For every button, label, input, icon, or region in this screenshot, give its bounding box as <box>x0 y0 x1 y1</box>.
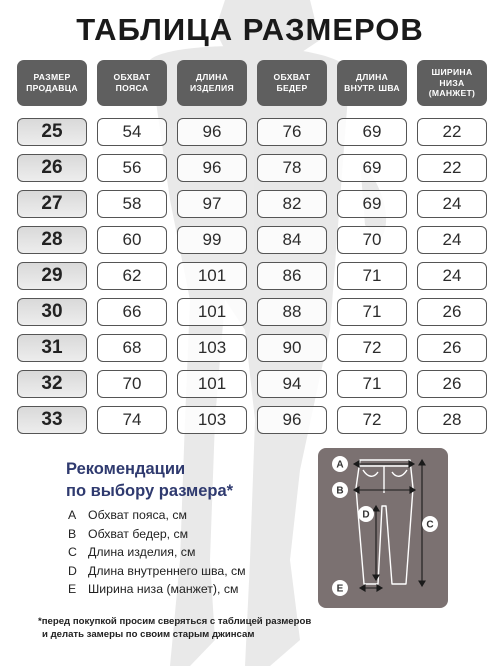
header-inseam: ДЛИНА ВНУТР. ШВА <box>337 60 407 106</box>
table-row <box>17 370 487 398</box>
legend-letter: E <box>68 582 77 597</box>
inseam-cell: 70 <box>337 226 407 254</box>
legend-text: Обхват бедер, см <box>88 526 189 541</box>
header-waist: ОБХВАТ ПОЯСА <box>97 60 167 106</box>
diagram-label-e: E <box>336 583 344 595</box>
table-row <box>17 226 487 254</box>
table-row <box>17 154 487 182</box>
hips-cell: 82 <box>257 190 327 218</box>
hem-cell: 24 <box>417 190 487 218</box>
hips-cell: 94 <box>257 370 327 398</box>
diagram-label-a: A <box>336 459 344 471</box>
hem-cell: 28 <box>417 406 487 434</box>
size-cell: 33 <box>17 406 87 434</box>
legend-item <box>68 582 246 601</box>
length-cell: 99 <box>177 226 247 254</box>
legend-text: Длина изделия, см <box>88 545 196 560</box>
table-body <box>17 118 487 434</box>
header-length: ДЛИНА ИЗДЕЛИЯ <box>177 60 247 106</box>
footnote-line2: и делать замеры по своим старым джинсам <box>42 628 255 640</box>
inseam-cell: 72 <box>337 406 407 434</box>
hem-cell: 26 <box>417 298 487 326</box>
table-row <box>17 406 487 434</box>
hem-cell: 24 <box>417 262 487 290</box>
length-cell: 96 <box>177 118 247 146</box>
size-cell: 30 <box>17 298 87 326</box>
legend-item <box>68 564 246 583</box>
waist-cell: 70 <box>97 370 167 398</box>
hem-cell: 22 <box>417 154 487 182</box>
waist-cell: 56 <box>97 154 167 182</box>
hem-cell: 22 <box>417 118 487 146</box>
table-row <box>17 334 487 362</box>
header-seller-size: РАЗМЕР ПРОДАВЦА <box>17 60 87 106</box>
diagram-label-b: B <box>336 485 344 497</box>
header-hem-width: ШИРИНА НИЗА (МАНЖЕТ) <box>417 60 487 106</box>
jeans-measurement-diagram <box>318 448 448 608</box>
legend-text: Обхват пояса, см <box>88 508 187 522</box>
recommendations-title-line1: Рекомендации <box>66 460 186 478</box>
hem-cell: 26 <box>417 334 487 362</box>
hips-cell: 90 <box>257 334 327 362</box>
hips-cell: 78 <box>257 154 327 182</box>
page-title: ТАБЛИЦА РАЗМЕРОВ <box>76 12 424 47</box>
diagram-label-d: D <box>362 509 370 521</box>
waist-cell: 66 <box>97 298 167 326</box>
legend-letter: C <box>68 545 77 560</box>
table-header-row <box>17 60 487 106</box>
legend-letter: A <box>68 508 77 522</box>
waist-cell: 62 <box>97 262 167 290</box>
length-cell: 103 <box>177 406 247 434</box>
inseam-cell: 71 <box>337 370 407 398</box>
size-cell: 28 <box>17 226 87 254</box>
footnote <box>38 616 311 641</box>
table-row <box>17 118 487 146</box>
hem-cell: 24 <box>417 226 487 254</box>
legend-letter: B <box>68 526 77 541</box>
length-cell: 101 <box>177 262 247 290</box>
length-cell: 96 <box>177 154 247 182</box>
size-cell: 32 <box>17 370 87 398</box>
measurement-legend <box>68 508 246 601</box>
legend-item <box>68 527 246 546</box>
length-cell: 101 <box>177 370 247 398</box>
inseam-cell: 71 <box>337 262 407 290</box>
waist-cell: 58 <box>97 190 167 218</box>
size-cell: 27 <box>17 190 87 218</box>
size-cell: 29 <box>17 262 87 290</box>
waist-cell: 54 <box>97 118 167 146</box>
size-cell: 26 <box>17 154 87 182</box>
legend-item <box>68 508 246 527</box>
legend-text: Длина внутреннего шва, см <box>88 563 246 578</box>
recommendations-title-line2: по выбору размера* <box>66 482 234 500</box>
size-cell: 31 <box>17 334 87 362</box>
hips-cell: 88 <box>257 298 327 326</box>
jeans-diagram-svg <box>318 448 448 608</box>
inseam-cell: 71 <box>337 298 407 326</box>
length-cell: 97 <box>177 190 247 218</box>
waist-cell: 68 <box>97 334 167 362</box>
size-table <box>17 60 487 434</box>
hips-cell: 84 <box>257 226 327 254</box>
hips-cell: 86 <box>257 262 327 290</box>
legend-letter: D <box>68 563 77 578</box>
header-hips: ОБХВАТ БЕДЕР <box>257 60 327 106</box>
inseam-cell: 69 <box>337 118 407 146</box>
length-cell: 101 <box>177 298 247 326</box>
footnote-line1: *перед покупкой просим сверяться с таблицей размеров <box>38 616 312 627</box>
waist-cell: 74 <box>97 406 167 434</box>
inseam-cell: 69 <box>337 190 407 218</box>
legend-item <box>68 545 246 564</box>
waist-cell: 60 <box>97 226 167 254</box>
table-row <box>17 262 487 290</box>
hips-cell: 76 <box>257 118 327 146</box>
inseam-cell: 69 <box>337 154 407 182</box>
hips-cell: 96 <box>257 406 327 434</box>
size-cell: 25 <box>17 118 87 146</box>
legend-text: Ширина низа (манжет), см <box>88 582 239 597</box>
jeans-outline-icon <box>356 460 413 584</box>
length-cell: 103 <box>177 334 247 362</box>
diagram-label-c: C <box>426 519 434 531</box>
table-row <box>17 298 487 326</box>
inseam-cell: 72 <box>337 334 407 362</box>
hem-cell: 26 <box>417 370 487 398</box>
table-row <box>17 190 487 218</box>
recommendations-heading <box>66 458 233 502</box>
